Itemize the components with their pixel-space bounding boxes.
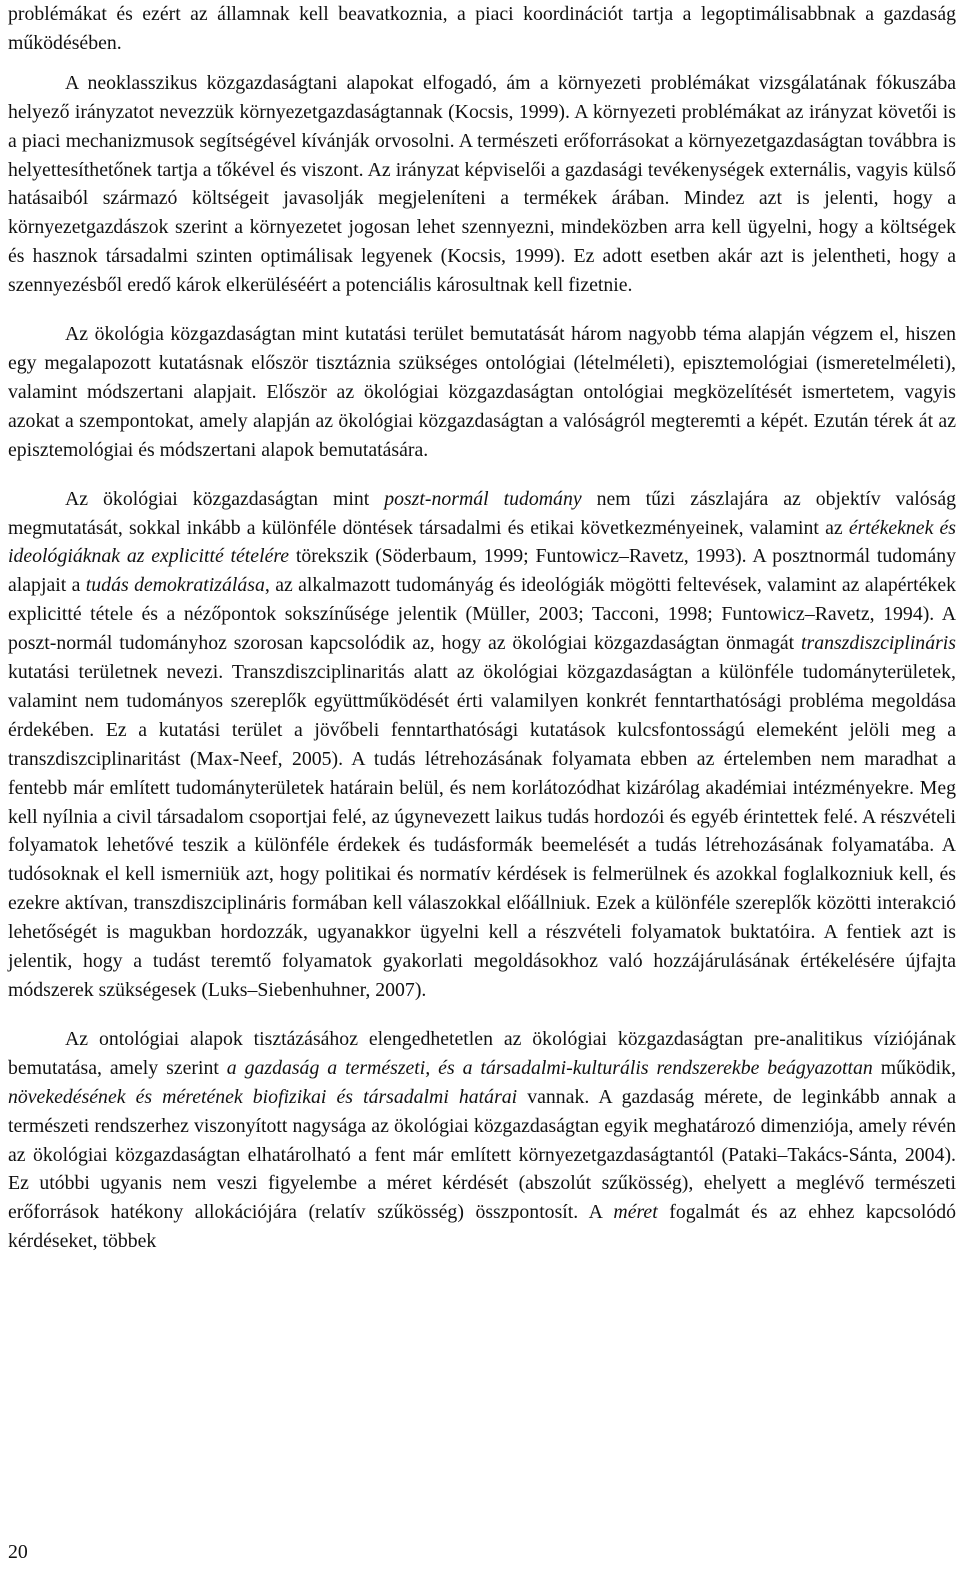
paragraph-5-italic-meret: méret: [613, 1201, 658, 1224]
paragraph-5-italic-gazdasag: a gazdaság a természeti, és a társadalmi-kulturális rendszerekbe beágyazottan: [226, 1056, 873, 1079]
paragraph-5: [8, 1025, 956, 1256]
paragraph-5-italic-hatarai: növekedésének és méretének biofizikai és társadalmi határai: [8, 1085, 518, 1108]
page-number: 20: [8, 1541, 28, 1563]
paragraph-4: [8, 485, 956, 1005]
paragraph-3: [8, 320, 956, 465]
paragraph-4-italic-tudas: tudás demokratizálása: [85, 574, 265, 597]
paragraph-2: [8, 69, 956, 300]
paragraph-3-text: Az ökológia közgazdaságtan mint kutatási terület bemutatását három nagyobb téma alapján végzem el, hiszen egy megalapozott kutatásnak először tisztáznia szükséges ontológiai (lételméleti), episztemológiai (ismeretelméleti), valamint módszertani alapjait. Először az ökológiai közgazdaságtan ontológiai megközelítését ismertetem, vagyis azokat a szempontokat, amely alapján az ökológiai közgazdaságtan a valóságról megteremti a képét. Ezután térek át az episztemológiai és módszertani alapok bemutatására.: [8, 323, 956, 461]
paragraph-1-text: problémákat és ezért az államnak kell beavatkoznia, a piaci koordinációt tartja a legoptimálisabbnak a gazdaság működésében.: [8, 3, 956, 54]
paragraph-4-run-5: törekszik (Söderbaum, 1999; Funtowicz–Ravetz, 1993). A posztnormál tudomány alapjait a: [8, 545, 957, 597]
paragraph-5-run-5: vannak. A gazdaság mérete, de leginkább annak a természeti rendszerhez viszonyított nagysága az ökológiai közgazdaságtan egyik meghatározó dimenziója, amely révén az ökológiai közgazdaságtan elhatárolható a fent már említett környezetgazdaságtantól (Pataki–Takács-Sánta, 2004). Ez utóbbi ugyanis nem veszi figyelembe a méret kérdését (abszolút szűkösség), ehelyett a meglévő természeti erőforrások hatékony allokációjára (relatív szűkösség) összpontosít. A: [8, 1085, 956, 1224]
paragraph-5-run-3: működik,: [872, 1056, 956, 1079]
paragraph-4-italic-transzdiszciplinaris: transzdiszciplináris: [801, 632, 956, 655]
paragraph-1: [8, 0, 956, 58]
paragraph-4-run-1: Az ökológiai közgazdaságtan mint: [65, 487, 385, 510]
paragraph-4-run-9: kutatási területnek nevezi. Transzdiszciplinaritás alatt az ökológiai közgazdaságtan a különféle tudományterületek, valamint nem tudományos szereplők együttműködését érti valamilyen konkrét fenntarthatósági probléma megoldása érdekében. Ez a kutatási terület a jövőbeli fenntarthatósági kutatások kulcsfontosságú elemeként jelöli meg a transzdiszciplinaritást (Max-Neef, 2005). A tudás létrehozásának folyamata ebben az értelemben nem maradhat a fentebb már említett tudományterületek határain belül, és nem korlátozódhat kizárólag akadémiai intézményekre. Meg kell nyílnia a civil társadalom csoportjai felé, az úgynevezett laikus tudás hordozói és egyéb érintettek felé. A részvételi folyamatok lehetővé teszik a különféle érdekek és tudásformák beemelését a tudás létrehozásának folyamatába. A tudósoknak el kell ismerniük azt, hogy politikai és normatív kérdések is felmerülnek és azokkal foglalkozniuk kell, és ezekre aktívan, transzdiszciplináris formában kell válaszokkal előállniuk. Ezek a különféle szereplők közötti interakció lehetőségét is magukban hordozzák, ugyanakkor ügyelni kell a részvételi folyamatok buktatóira. A fentiek azt is jelentik, hogy a tudást teremtő folyamatok gyakorlati megoldásokhoz való hozzájárulásának értékelésére újfajta módszerek szükségesek (Luks–Siebenhuhner, 2007).: [8, 661, 956, 1001]
paragraph-4-run-7: , az alkalmazott tudományág és ideológiák mögötti feltevések, valamint az alapértékek explicitté tétele és a nézőpontok sokszínűsége jelentik (Müller, 2003; Tacconi, 1998; Funtowicz–Ravetz, 1994). A poszt-normál tudományhoz szorosan kapcsolódik az, hogy az ökológiai közgazdaságtan önmagát: [8, 574, 956, 655]
paragraph-4-italic-ertekek: értékeknek és ideológiáknak az explicitté tételére: [8, 516, 957, 568]
paragraph-5-run-7: fogalmát és az ehhez kapcsolódó kérdéseket, többek: [8, 1201, 956, 1253]
paragraph-2-text: A neoklasszikus közgazdaságtani alapokat elfogadó, ám a környezeti problémákat vizsgálatának fókuszába helyező irányzatot nevezzük környezetgazdaságtannak (Kocsis, 1999). A környezeti problémákat az irányzat követői is a piaci mechanizmusok segítségével kívánják orvosolni. A természeti erőforrásokat a környezetgazdaságtan továbbra is helyettesíthetőnek tartja a tőkével és viszont. Az irányzat képviselői a gazdasági tevékenységek externális, vagyis külső hatásaiból származó költségeit javasolják megjeleníteni a termékek árában. Mindez azt is jelenti, hogy a környezetgazdászok szerint a környezetet jogosan lehet szennyezni, mindeközben arra kell ügyelni, hogy a költségek és hasznok társadalmi szinten optimálisak legyenek (Kocsis, 1999). Ez adott esetben akár azt is jelentheti, hogy a szennyezésből eredő károk elkerüléséért a potenciális károsultnak kell fizetnie.: [8, 71, 956, 297]
paragraph-4-italic-posztnormal: poszt-normál tudomány: [384, 487, 582, 510]
paragraph-4-run-3: nem tűzi zászlajára az objektív valóság megmutatását, sokkal inkább a különféle döntések társadalmi és etikai következményeinek, valamint az: [8, 487, 957, 539]
document-body: [8, 0, 956, 1256]
paragraph-5-run-1: Az ontológiai alapok tisztázásához elengedhetetlen az ökológiai közgazdaságtan pre-analitikus víziójának bemutatása, amely szerint: [8, 1027, 956, 1079]
